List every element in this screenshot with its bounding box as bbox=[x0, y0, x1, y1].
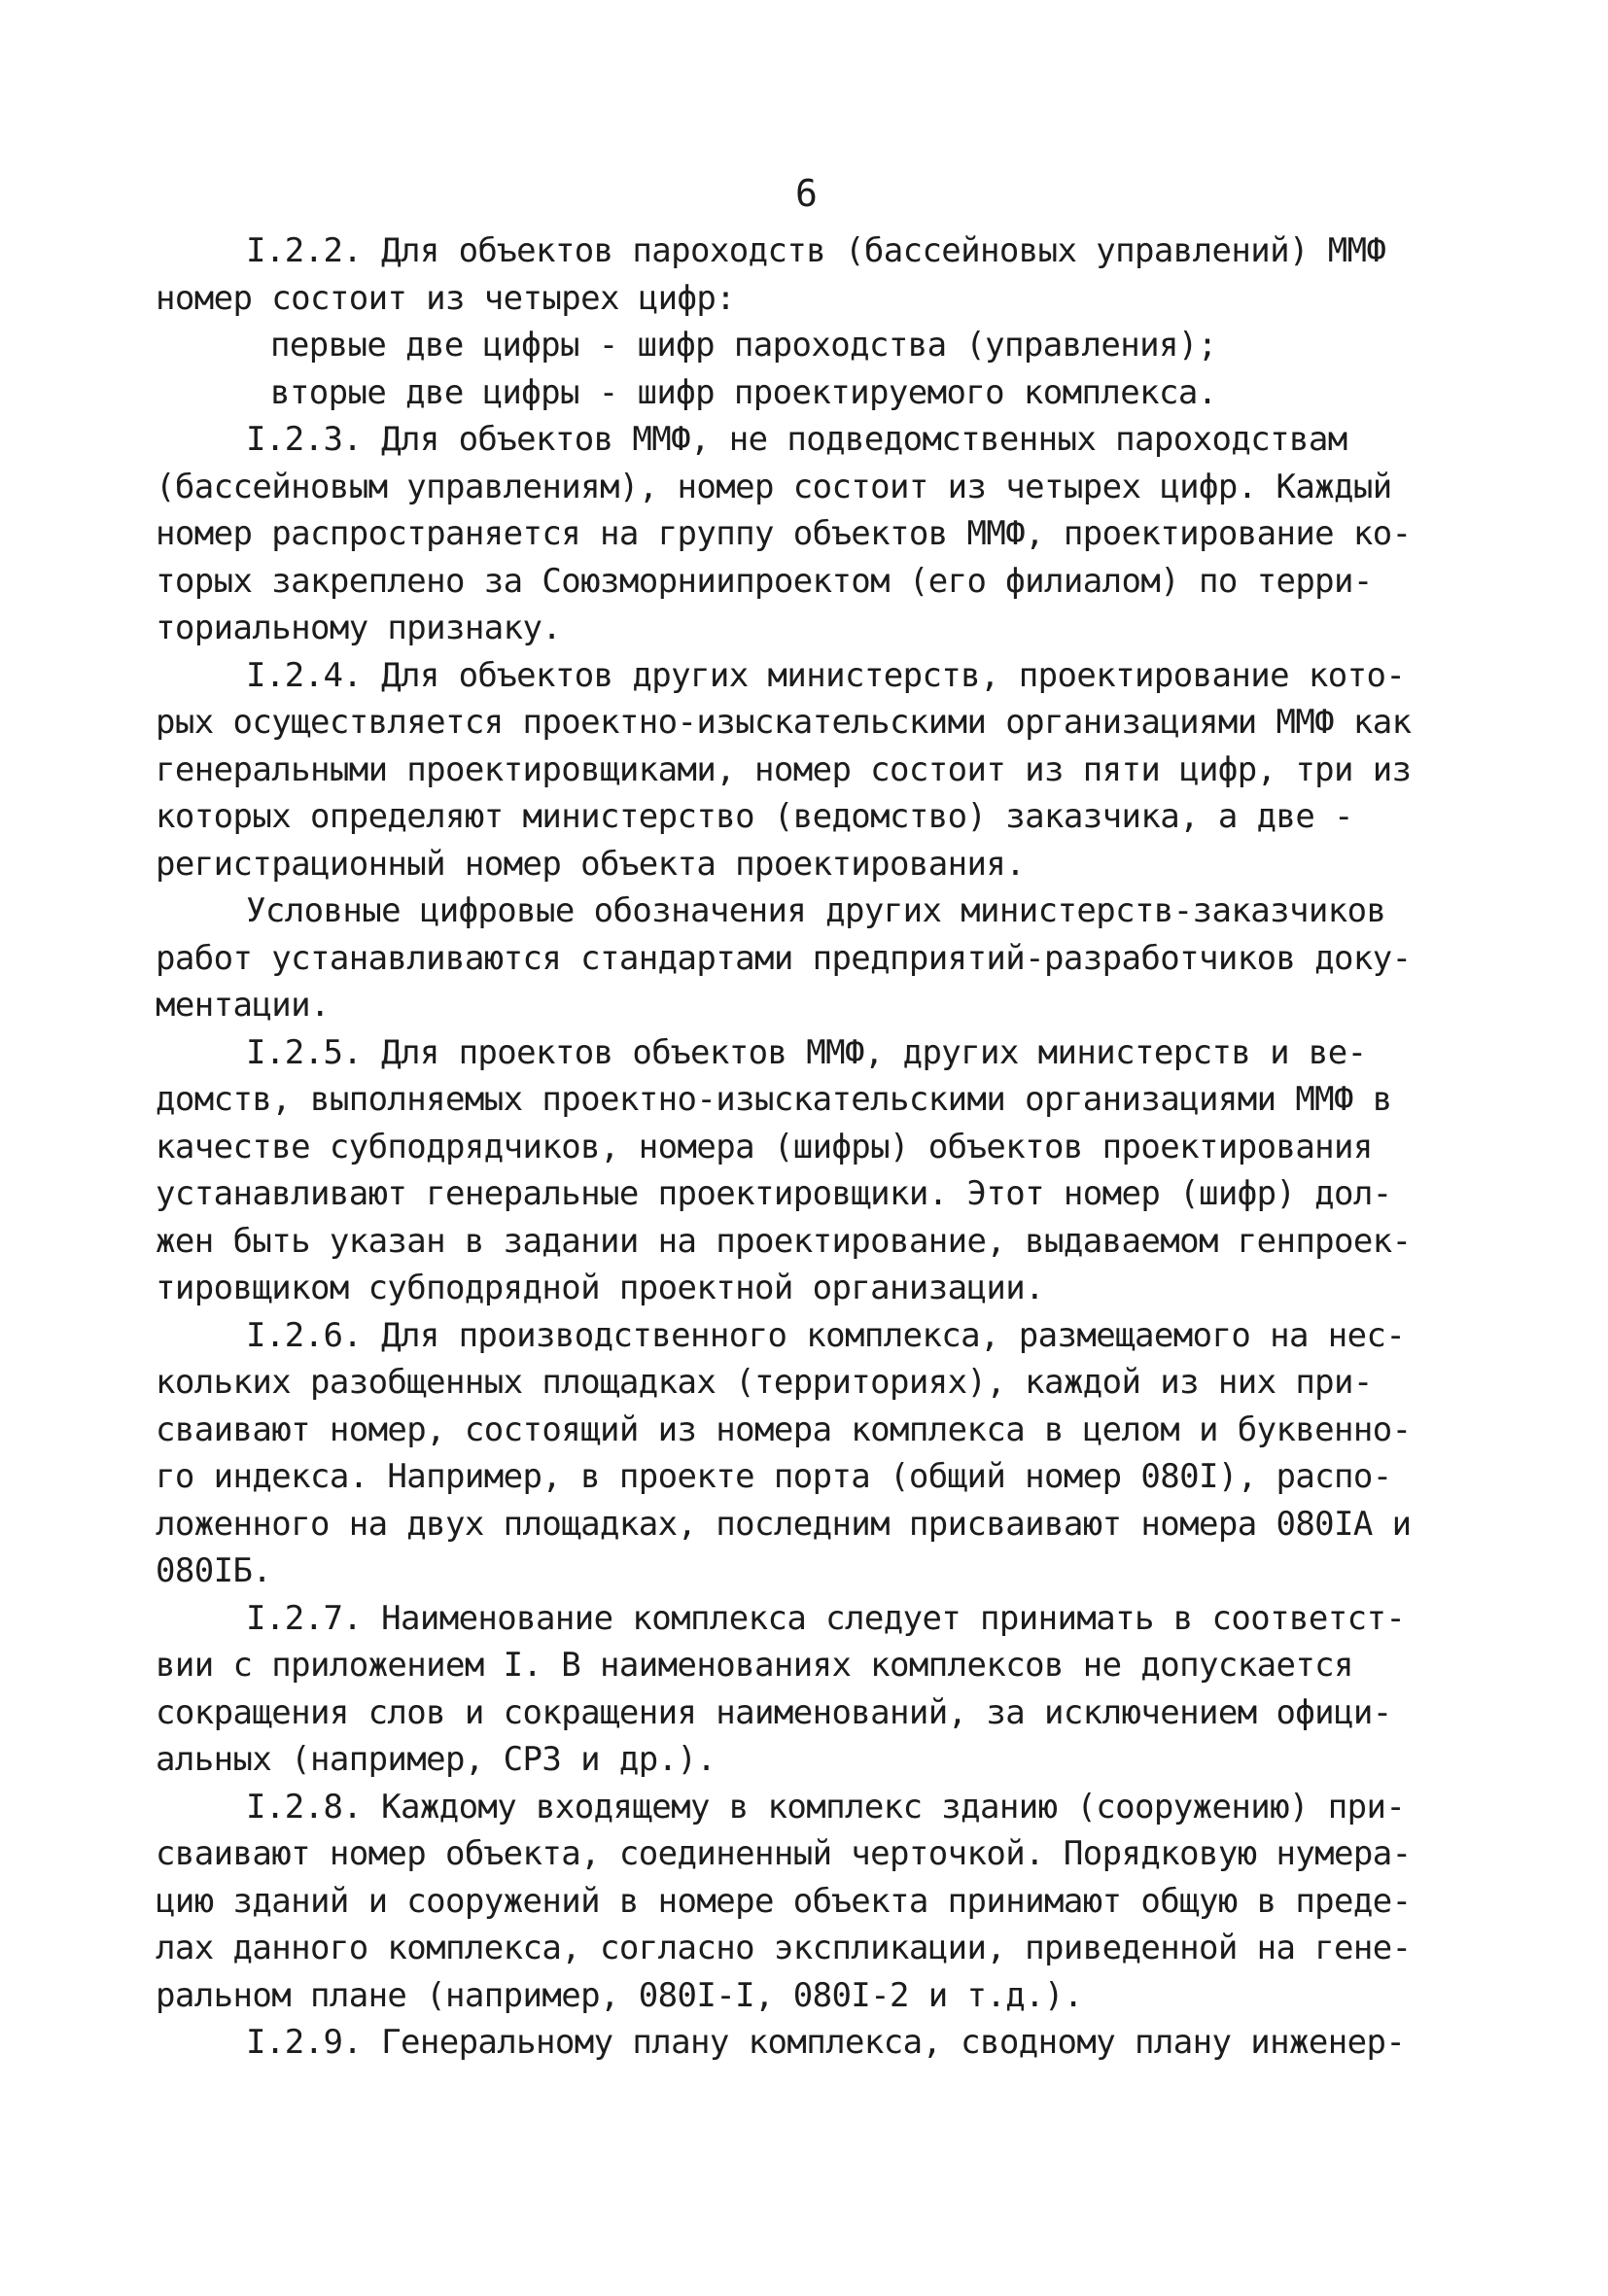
text-line: лах данного комплекса, согласно экспликации, приведенной на гене- bbox=[156, 1929, 1412, 1967]
text-line: I.2.9. Генеральному плану комплекса, сводному плану инженер- bbox=[246, 2023, 1406, 2062]
text-line: рых осуществляется проектно-изыскательскими организациями ММФ как bbox=[156, 703, 1412, 742]
text-line: вторые две цифры - шифр проектируемого комплекса. bbox=[270, 372, 1217, 412]
text-line: ментации. bbox=[156, 986, 330, 1025]
body-text bbox=[156, 227, 1468, 2067]
text-line: работ устанавливаются стандартами предприятий-разработчиков доку- bbox=[156, 938, 1412, 978]
text-line: I.2.7. Наименование комплекса следует принимать в соответст- bbox=[246, 1598, 1406, 1638]
text-line: I.2.3. Для объектов ММФ, не подведомственных пароходствам bbox=[246, 420, 1347, 459]
text-line: Условные цифровые обозначения других министерств-заказчиков bbox=[246, 891, 1386, 930]
text-line: цию зданий и сооружений в номере объекта принимают общую в преде- bbox=[156, 1881, 1412, 1921]
text-line: I.2.4. Для объектов других министерств, проектирование кото- bbox=[246, 655, 1406, 695]
text-line: ложенного на двух площадках, последним присваивают номера 080IA и bbox=[156, 1504, 1412, 1544]
text-line: первые две цифры - шифр пароходства (управления); bbox=[270, 326, 1217, 365]
text-line: сваивают номер объекта, соединенный черточкой. Порядковую нумера- bbox=[156, 1834, 1412, 1873]
text-line: генеральными проектировщиками, номер состоит из пяти цифр, три из bbox=[156, 749, 1412, 789]
text-line: го индекса. Например, в проекте порта (общий номер 080I), распо- bbox=[156, 1457, 1392, 1496]
text-line: устанавливают генеральные проектировщики. Этот номер (шифр) дол- bbox=[156, 1174, 1392, 1213]
text-line: I.2.8. Каждому входящему в комплекс зданию (сооружению) при- bbox=[246, 1787, 1406, 1826]
text-line: номер состоит из четырех цифр: bbox=[156, 278, 736, 318]
text-line: 080IБ. bbox=[156, 1551, 272, 1590]
text-line: ральном плане (например, 080I-I, 080I-2 и т.д.). bbox=[156, 1975, 1083, 2015]
page-number: 6 bbox=[795, 172, 818, 215]
text-line: кольких разобщенных площадках (территориях), каждой из них при- bbox=[156, 1363, 1373, 1402]
text-line: сваивают номер, состоящий из номера комплекса в целом и буквенно- bbox=[156, 1409, 1412, 1449]
text-line: альных (например, СРЗ и др.). bbox=[156, 1740, 717, 1779]
text-line: I.2.5. Для проектов объектов ММФ, других министерств и ве- bbox=[246, 1032, 1367, 1072]
text-line: ториальному признаку. bbox=[156, 609, 562, 647]
text-line: домств, выполняемых проектно-изыскательскими организациями ММФ в bbox=[156, 1080, 1392, 1119]
text-line: тировщиком субподрядной проектной организации. bbox=[156, 1269, 1045, 1307]
text-line: качестве субподрядчиков, номера (шифры) объектов проектирования bbox=[156, 1127, 1373, 1166]
text-line: (бассейновым управлениям), номер состоит из четырех цифр. Каждый bbox=[156, 467, 1392, 506]
text-line: жен быть указан в задании на проектирование, выдаваемом генпроек- bbox=[156, 1221, 1412, 1261]
text-line: которых определяют министерство (ведомство) заказчика, а две - bbox=[156, 797, 1353, 836]
text-line: регистрационный номер объекта проектирования. bbox=[156, 844, 1026, 884]
text-line: I.2.6. Для производственного комплекса, размещаемого на нес- bbox=[246, 1315, 1406, 1355]
text-line: торых закреплено за Союзморниипроектом (его филиалом) по терри- bbox=[156, 561, 1373, 601]
text-line: I.2.2. Для объектов пароходств (бассейновых управлений) ММФ bbox=[246, 231, 1386, 270]
text-line: вии с приложением I. В наименованиях комплексов не допускается bbox=[156, 1646, 1353, 1685]
text-line: сокращения слов и сокращения наименований, за исключением офици- bbox=[156, 1692, 1392, 1732]
text-line: номер распространяется на группу объектов ММФ, проектирование ко- bbox=[156, 514, 1412, 553]
